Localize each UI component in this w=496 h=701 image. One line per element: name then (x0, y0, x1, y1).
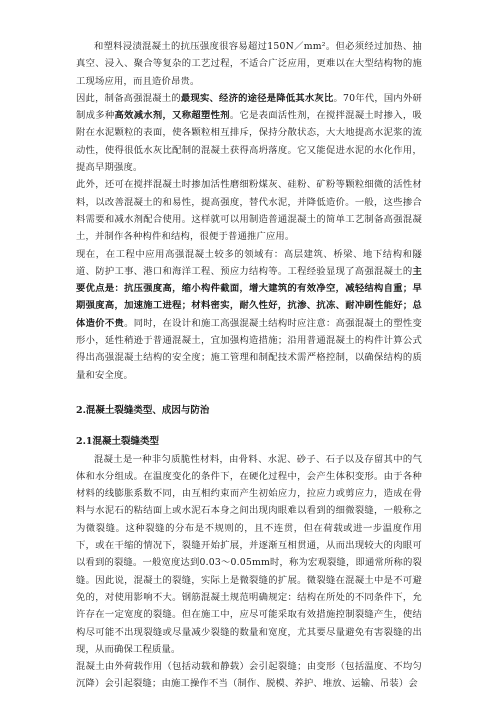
intro-p2-text-c: 。70年代，国内外研制成多种 (76, 92, 423, 122)
intro-paragraph-3: 此外，还可在搅拌混凝土时掺加活性磨细粉煤灰、硅粉、矿粉等颗粒细微的活性材料，以改善混凝土的和易性，提高强度，替代水泥，并降低造价。一般，这些掺合料需要和减水剂配合使用。这样就可以用制造普通混凝土的简单工艺制备高强混凝土，并制作各种构件和结构，很便于普通推广应用。 (76, 179, 422, 243)
intro-p4-text-a: 现在，在工程中应用高强混凝土较多的领域有：高层建筑、桥梁、地下结构和隧道、防护工事、港口和海洋工程、预应力结构等。工程经验显现了高强混凝土的 (76, 248, 422, 277)
document-page (76, 38, 422, 693)
intro-p2-text-e: 。它是表面活性剂，在搅拌混凝土时掺入，吸附在水泥颗粒的表面，使各颗粒相互排斥，保持分散状态，大大地提高水泥浆的流动性，使得很低水灰比配制的混凝土获得高坍落度。它又能促进水泥的水化作用，提高早期强度。 (76, 110, 422, 174)
section-2-1-heading: 2.1混凝土裂缝类型 (76, 436, 160, 448)
intro-paragraph-4 (76, 246, 422, 384)
intro-p2-emphasis-1: 最现实、经济的途径是降低其水灰比 (180, 92, 334, 104)
intro-p2-emphasis-2: 高效减水剂，又称超塑性剂 (114, 110, 230, 122)
section-2-1-paragraph-2: 混凝土由外荷载作用（包括动载和静载）会引起裂缝；由变形（包括温度、不均匀沉降）会引起裂缝；由施工操作不当（制作、脱模、养护、堆放、运输、吊装）会 (76, 661, 422, 690)
section-2-heading: 2.混凝土裂缝类型、成因与防治 (76, 404, 210, 416)
section-spacer (76, 384, 422, 402)
intro-p4-text-c: 。同时，在设计和施工高强混凝土结构时应注意：高强混凝土的塑性变形小，延性稍逊于普通混凝土，宜加强构造措施；沿用普通混凝土的构件计算公式得出高强混凝土结构的安全度；施工管理和制配技术需严格控制，以确保结构的质量和安全度。 (76, 317, 422, 381)
intro-p4-emphasis: 主要优点是：抗压强度高，缩小构件截面，增大建筑的有效净空，减轻结构自重；早期强度高，加速施工进程；材料密实，耐久性好，抗渗、抗冻、耐冲刷性能好；总体造价不贵 (76, 265, 422, 329)
subsection-spacer (76, 419, 422, 433)
intro-p2-text-a: 因此，制备高强混凝土的 (76, 92, 181, 104)
section-2-1-paragraph-1: 混凝土是一种非匀质脆性材料，由骨料、水泥、砂子、石子以及存留其中的气体和水分组成。在温度变化的条件下，在硬化过程中，会产生体积变形。由于各种材料的线膨胀系数不同，由互相约束而产生初始应力，拉应力或剪应力，造成在骨料与水泥石的粘结面上或水泥石本身之间出现肉眼难以看到的细微裂缝，一般称之为微裂缝。这种裂缝的分布是不规则的，且不连贯，但在荷载或进一步温度作用下，或在干缩的情况下，裂缝开始扩展，并逐渐互相贯通，从而出现较大的肉眼可以看到的裂缝。一般宽度达到0.03～0.05mm时，称为宏观裂缝，即通常所称的裂缝。因此说，混凝土的裂缝，实际上是微裂缝的扩展。微裂缝在混凝土中是不可避免的，对使用影响不大。钢筋混凝土规范明确规定：结构在所处的不同条件下，允许存在一定宽度的裂缝。但在施工中，应尽可能采取有效措施控制裂缝产生，使结构尽可能不出现裂缝或尽量减少裂缝的数量和宽度，尤其要尽量避免有害裂缝的出现，从而确保工程质量。 (76, 453, 422, 655)
intro-paragraph-2 (76, 90, 422, 176)
intro-paragraph-1: 和塑料浸渍混凝土的抗压强度很容易超过150N／mm²。但必须经过加热、抽真空、浸入、聚合等复杂的工艺过程，不适合广泛应用，更难以在大型结构物的施工现场应用，而且造价昂贵。 (76, 41, 422, 87)
